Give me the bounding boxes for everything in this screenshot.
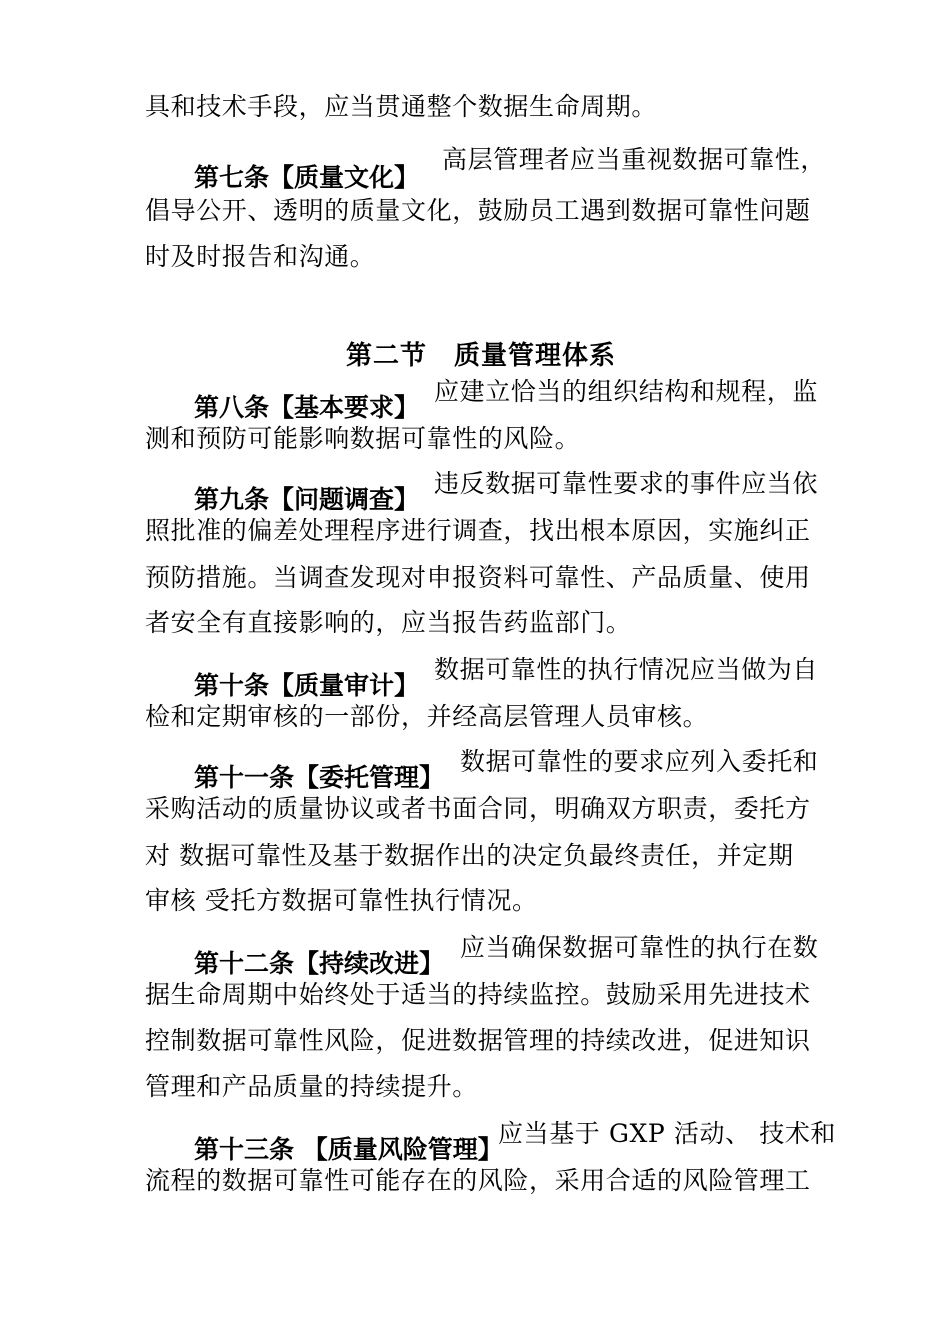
article-9-line: 者安全有直接影响的，应当报告药监部门。 (145, 608, 632, 637)
article-11-heading: 第十一条【委托管理】 (194, 763, 445, 792)
article-10-first-line: 数据可靠性的执行情况应当做为自 (434, 655, 819, 684)
article-12-first-line: 应当确保数据可靠性的执行在数 (460, 933, 819, 962)
article-7-heading: 第七条【质量文化】 (194, 163, 420, 192)
section-title: 第二节 质量管理体系 (346, 341, 617, 371)
article-9-line: 照批准的偏差处理程序进行调查，找出根本原因，实施纠正 (145, 516, 811, 545)
article-7-line: 倡导公开、透明的质量文化，鼓励员工遇到数据可靠性问题 (145, 196, 811, 225)
article-7-first-line: 高层管理者应当重视数据可靠性， (442, 145, 827, 174)
article-8-first-line: 应建立恰当的组织结构和规程，监 (434, 377, 819, 406)
article-10-line: 检和定期审核的一部份，并经高层管理人员审核。 (145, 702, 709, 731)
article-12-heading: 第十二条【持续改进】 (194, 949, 445, 978)
article-13-line: 流程的数据可靠性可能存在的风险，采用合适的风险管理工 (145, 1166, 811, 1195)
article-11-line: 采购活动的质量协议或者书面合同，明确双方职责，委托方 (145, 794, 811, 823)
article-12-line: 控制数据可靠性风险，促进数据管理的持续改进，促进知识 (145, 1026, 811, 1055)
article-8-line: 测和预防可能影响数据可靠性的风险。 (145, 424, 581, 453)
article-11-line: 对 数据可靠性及基于数据作出的决定负最终责任，并定期 (145, 841, 794, 870)
article-13-heading: 第十三条 【质量风险管理】 (194, 1135, 503, 1164)
article-13-first-line: 应当基于 GXP 活动、 技术和 (498, 1119, 837, 1148)
article-7-line: 时及时报告和沟通。 (145, 242, 376, 271)
article-9-first-line: 违反数据可靠性要求的事件应当依 (434, 469, 819, 498)
article-9-line: 预防措施。当调查发现对申报资料可靠性、产品质量、使用 (145, 563, 811, 592)
article-9-heading: 第九条【问题调查】 (194, 485, 420, 514)
article-11-line: 审核 受托方数据可靠性执行情况。 (145, 886, 538, 915)
article-11-first-line: 数据可靠性的要求应列入委托和 (460, 747, 819, 776)
article-10-heading: 第十条【质量审计】 (194, 671, 420, 700)
article-8-heading: 第八条【基本要求】 (194, 393, 420, 422)
article-12-line: 管理和产品质量的持续提升。 (145, 1072, 478, 1101)
intro-line: 具和技术手段，应当贯通整个数据生命周期。 (145, 92, 658, 121)
article-12-line: 据生命周期中始终处于适当的持续监控。鼓励采用先进技术 (145, 980, 811, 1009)
